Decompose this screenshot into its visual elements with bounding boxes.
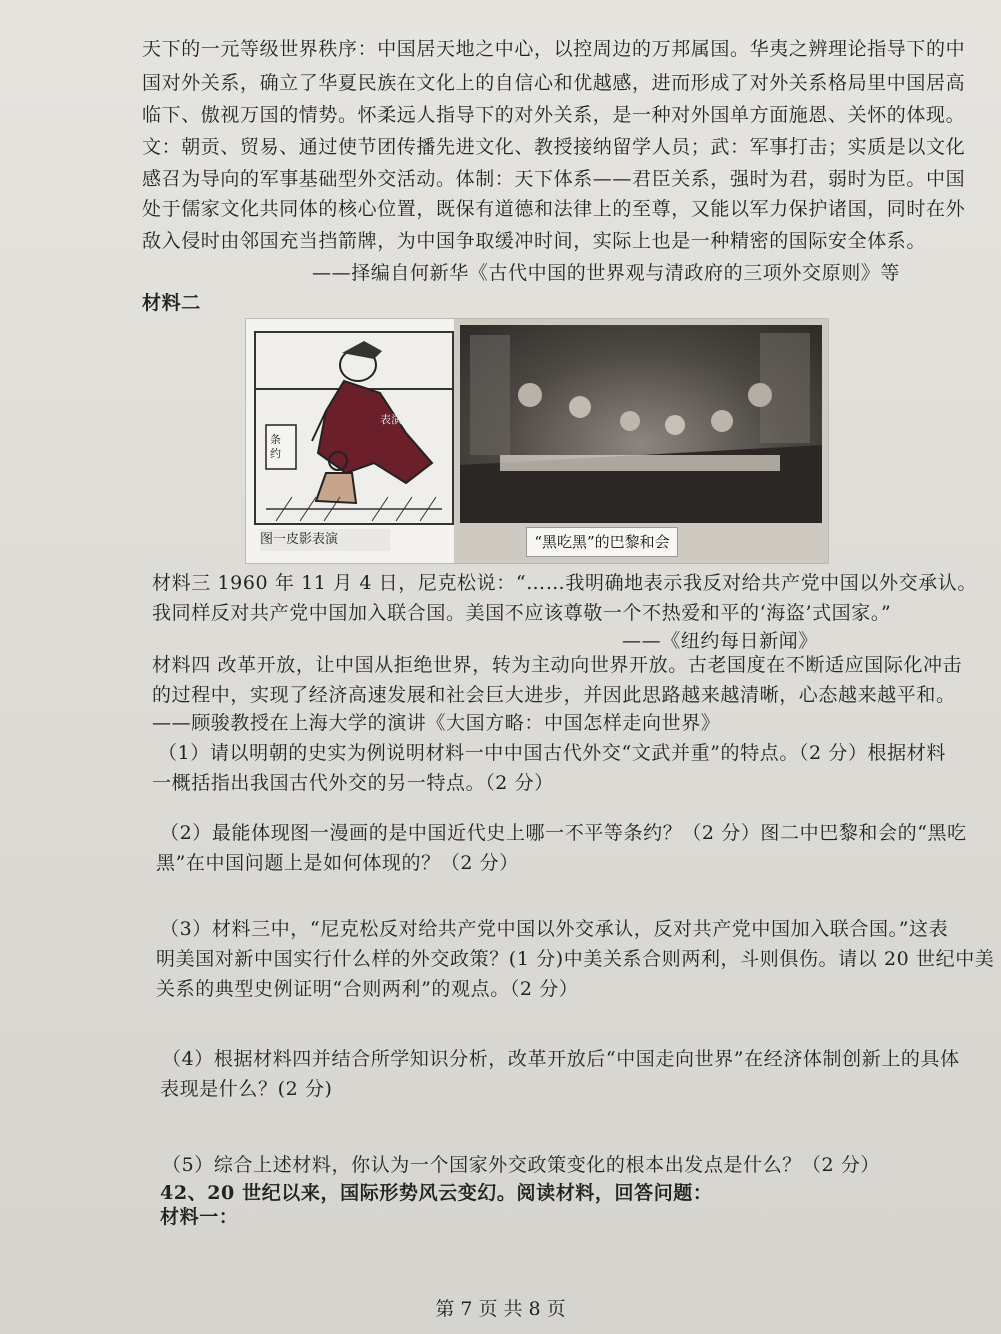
material1-line-5: 感召为导向的军事基础型外交活动。体制：天下体系——君臣关系，强时为君，弱时为臣。中国: [142, 168, 966, 190]
material4-line-2: 的过程中，实现了经济高速发展和社会巨大进步，并因此思路越来越清晰，心态越来越平和。: [152, 684, 956, 706]
material3-line-2: 我同样反对共产党中国加入联合国。美国不应该尊敬一个不热爱和平的‘海盗’式国家。”: [152, 602, 892, 624]
treaty-label: 条约: [270, 433, 281, 460]
material4-source: ——顾骏教授在上海大学的演讲《大国方略：中国怎样走向世界》: [152, 712, 721, 734]
material2-figures: [245, 318, 829, 564]
material4-line-1: 材料四 改革开放，让中国从拒绝世界，转为主动向世界开放。古老国度在不断适应国际化冲击: [152, 654, 963, 676]
photo-image: [460, 325, 822, 523]
material1-line-3: 临下、傲视万国的情势。怀柔远人指导下的对外关系，是一种对外国单方面施恩、关怀的体现。: [142, 104, 966, 126]
cartoon-drawing: [256, 333, 452, 523]
cartoon-caption: 图一皮影表演: [260, 529, 390, 551]
material1-line-1: 天下的一元等级世界秩序：中国居天地之中心，以控周边的万邦属国。华夷之辨理论指导下的中: [142, 38, 966, 60]
question-3-line-3: 关系的典型史例证明“合则两利”的观点。（2 分）: [156, 978, 579, 1000]
paris-peace-conference-photo: [454, 319, 828, 563]
material1-line-7: 敌入侵时由邻国充当挡箭牌，为中国争取缓冲时间，实际上也是一种精密的国际安全体系。: [142, 230, 927, 252]
question-5: （5）综合上述材料，你认为一个国家外交政策变化的根本出发点是什么？（2 分）: [162, 1154, 881, 1176]
shadow-play-cartoon: [254, 331, 454, 525]
question-2-line-1: （2）最能体现图一漫画的是中国近代史上哪一不平等条约？（2 分）图二中巴黎和会的“黑吃: [160, 822, 967, 844]
question-42-material1: 材料一：: [160, 1206, 239, 1228]
question-2-line-2: 黑”在中国问题上是如何体现的？（2 分）: [156, 852, 519, 874]
material1-source: ——择编自何新华《古代中国的世界观与清政府的三项外交原则》等: [312, 262, 901, 284]
question-1-line-1: （1）请以明朝的史实为例说明材料一中中国古代外交“文武并重”的特点。（2 分）根据材料: [158, 742, 946, 764]
material1-line-4: 文：朝贡、贸易、通过使节团传播先进文化、教授接纳留学人员；武：军事打击；实质是以文化: [142, 136, 966, 158]
material1-line-2: 国对外关系，确立了华夏民族在文化上的自信心和优越感，进而形成了对外关系格局里中国居高: [142, 72, 966, 94]
page-number: 第 7 页 共 8 页: [435, 1298, 566, 1320]
question-4-line-1: （4）根据材料四并结合所学知识分析，改革开放后“中国走向世界”在经济体制创新上的具体: [162, 1048, 960, 1070]
material2-heading: 材料二: [142, 292, 201, 314]
question-3-line-1: （3）材料三中，“尼克松反对给共产党中国以外交承认，反对共产党中国加入联合国。”这表: [160, 918, 949, 940]
photo-caption: “黑吃黑”的巴黎和会: [526, 527, 678, 557]
material1-line-6: 处于儒家文化共同体的核心位置，既保有道德和法律上的至尊，又能以军力保护诸国，同时在外: [142, 198, 966, 220]
question-1-line-2: 一概括指出我国古代外交的另一特点。（2 分）: [152, 772, 554, 794]
perform-label: 表演: [380, 413, 402, 426]
material3-source: ——《纽约每日新闻》: [622, 630, 819, 652]
question-42-title: 42、20 世纪以来，国际形势风云变幻。阅读材料，回答问题：: [160, 1182, 713, 1204]
question-4-line-2: 表现是什么？(2 分): [160, 1078, 333, 1100]
material3-line-1: 材料三 1960 年 11 月 4 日，尼克松说：“……我明确地表示我反对给共产党中国以外交承认。: [152, 572, 977, 594]
question-3-line-2: 明美国对新中国实行什么样的外交政策？(1 分)中美关系合则两利，斗则俱伤。请以 20 世纪中美: [156, 948, 995, 970]
